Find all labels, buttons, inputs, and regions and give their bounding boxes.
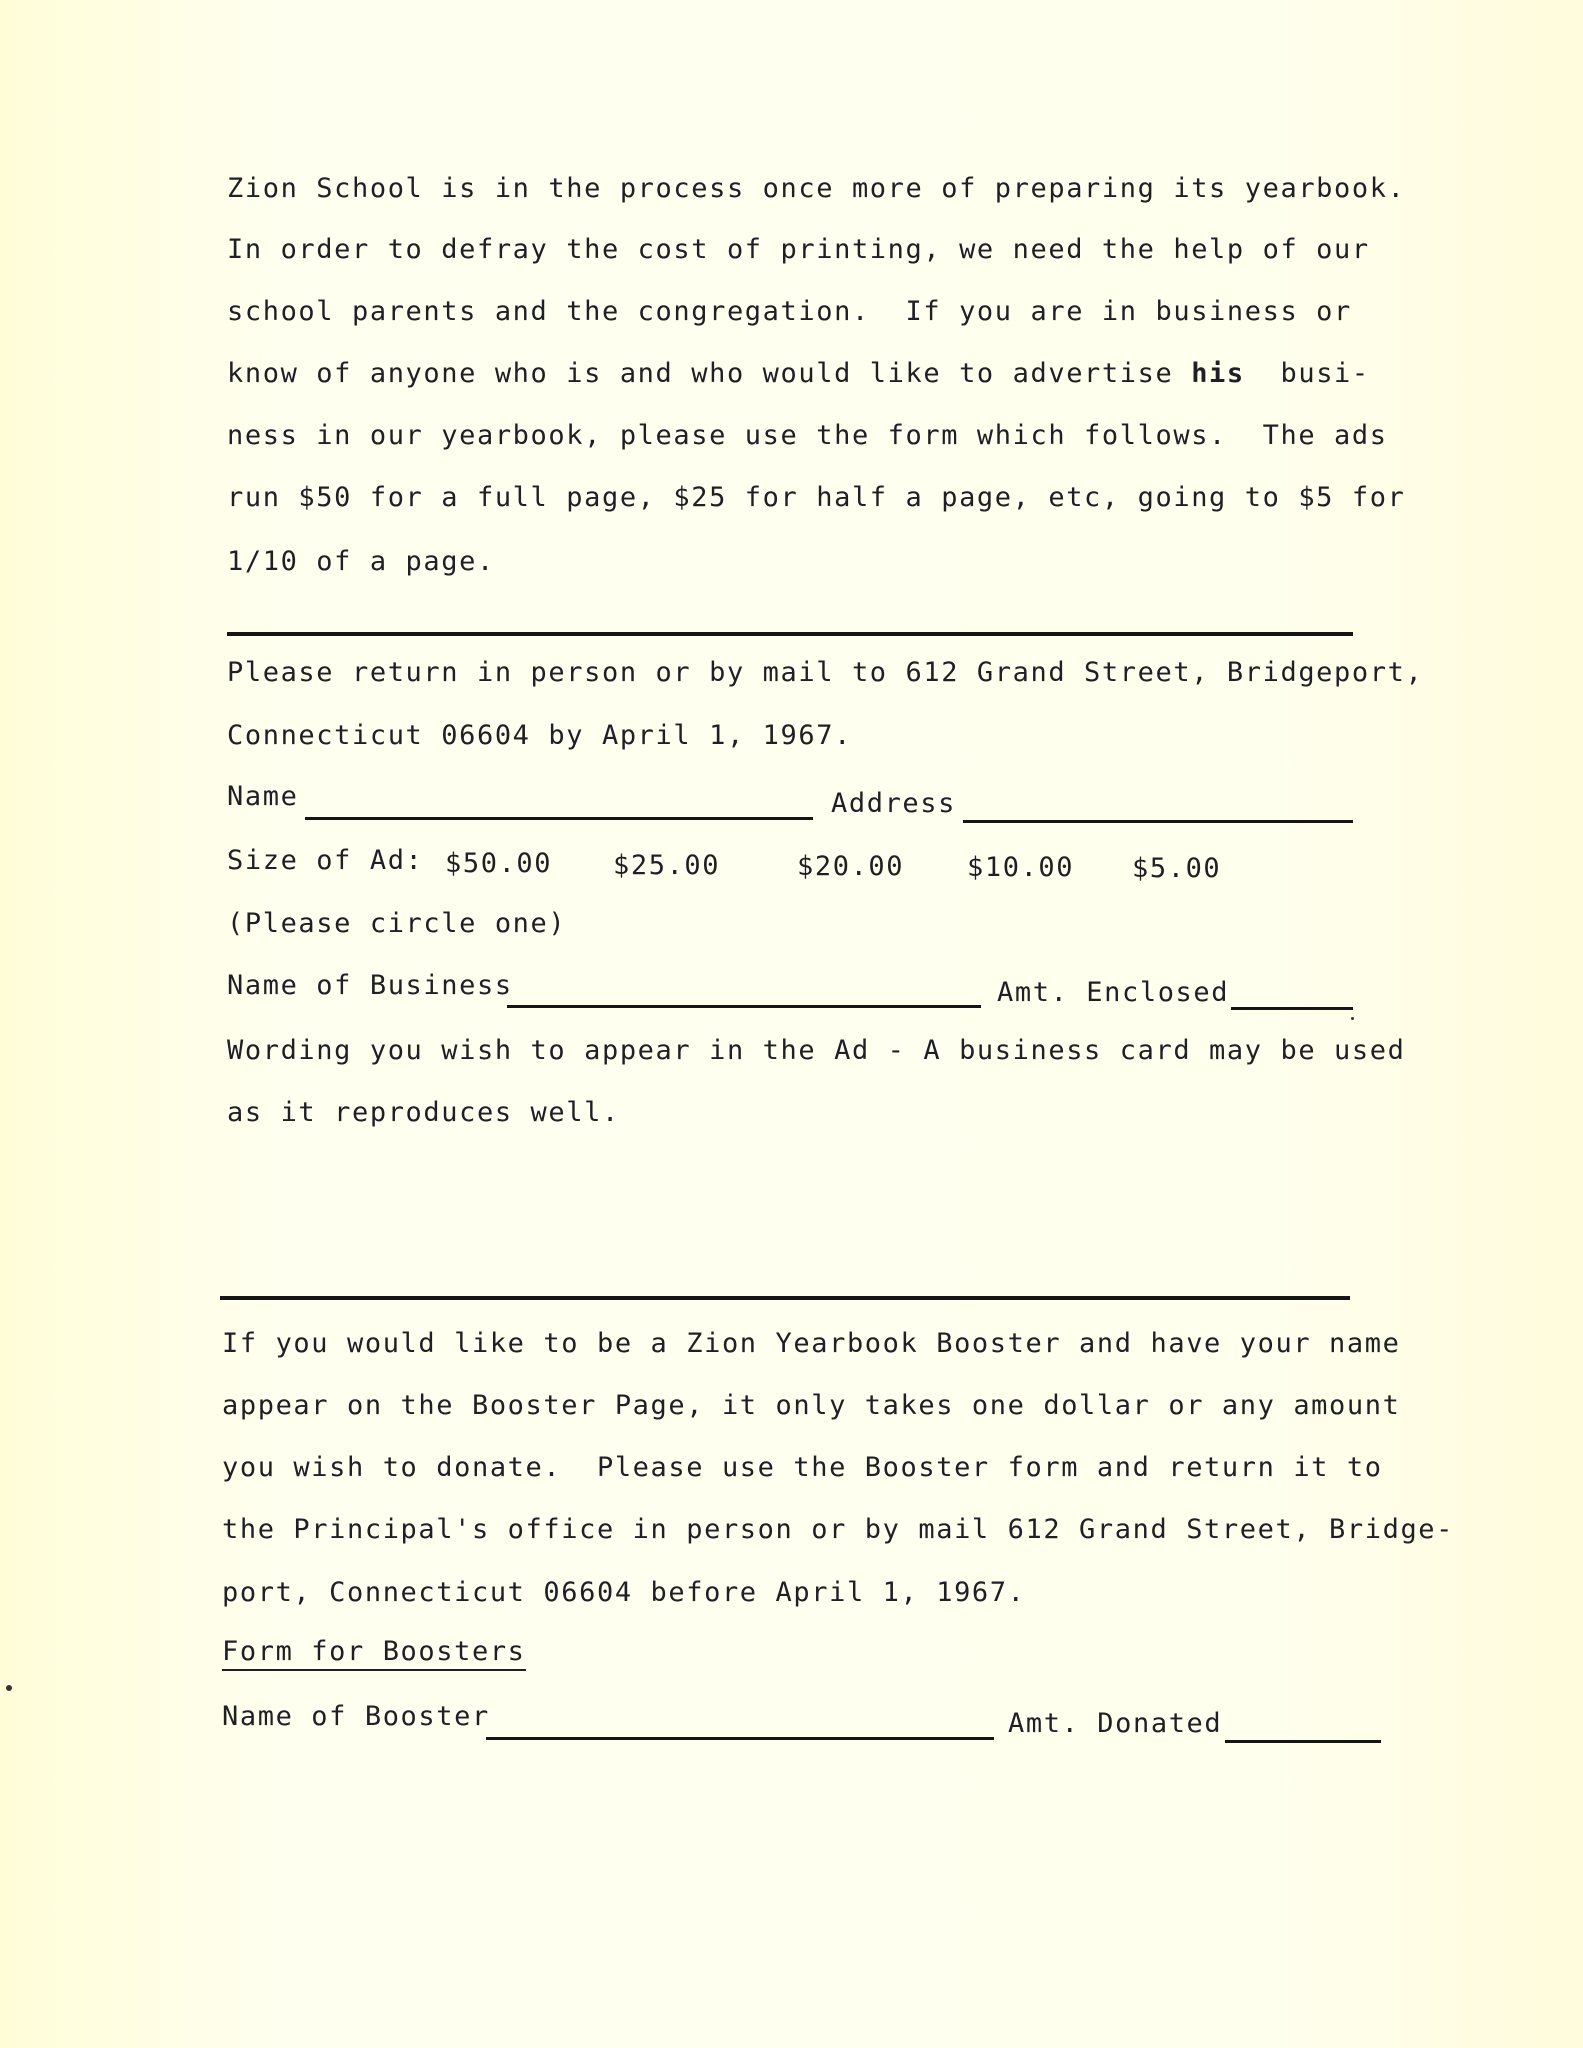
booster-amt-field[interactable] [1225, 1740, 1381, 1743]
booster-line-4: the Principal's office in person or by mail 612 Grand Street, Bridge- [222, 1514, 1455, 1545]
intro-line-3: school parents and the congregation. If you are in business or [227, 296, 1352, 327]
booster-form-title [222, 1636, 526, 1668]
intro-line-6: run $50 for a full page, $25 for half a page, etc, going to $5 for [227, 482, 1406, 513]
booster-line-2: appear on the Booster Page, it only takes one dollar or any amount [222, 1390, 1401, 1421]
amt-enclosed-label: Amt. Enclosed [997, 977, 1230, 1008]
size-label: Size of Ad: [227, 845, 424, 876]
booster-line-3: you wish to donate. Please use the Booster form and return it to [222, 1452, 1383, 1483]
intro-line-4-end: busi- [1244, 358, 1370, 389]
wording-line-2: as it reproduces well. [227, 1097, 620, 1128]
booster-line-1: If you would like to be a Zion Yearbook Booster and have your name [222, 1328, 1401, 1359]
intro-line-7: 1/10 of a page. [227, 546, 495, 577]
intro-line-1: Zion School is in the process once more of preparing its yearbook. [227, 173, 1406, 204]
scan-speck [6, 1685, 12, 1691]
size-option-10[interactable]: $10.00 [967, 852, 1075, 883]
section-divider-1 [227, 632, 1353, 636]
booster-name-field[interactable] [486, 1737, 994, 1740]
wording-line-1: Wording you wish to appear in the Ad - A business card may be used [227, 1035, 1406, 1066]
ad-return-line-1: Please return in person or by mail to 612 Grand Street, Bridgeport, [227, 657, 1424, 688]
name-label: Name [227, 781, 299, 812]
section-divider-2 [220, 1296, 1350, 1300]
booster-form-title-text: Form for Boosters [222, 1636, 526, 1671]
address-label: Address [831, 788, 956, 819]
size-option-25[interactable]: $25.00 [613, 850, 721, 881]
amt-enclosed-field[interactable] [1231, 1007, 1353, 1010]
size-option-50[interactable]: $50.00 [445, 848, 553, 879]
intro-his-bold: his [1191, 358, 1245, 389]
address-field[interactable] [963, 820, 1353, 823]
intro-line-2: In order to defray the cost of printing, we need the help of our [227, 234, 1370, 265]
intro-line-4 [227, 358, 1370, 390]
circle-note: (Please circle one) [227, 908, 567, 939]
intro-line-5: ness in our yearbook, please use the form which follows. The ads [227, 420, 1388, 451]
business-label: Name of Business [227, 970, 513, 1001]
intro-line-4-text: know of anyone who is and who would like to advertise [227, 358, 1192, 389]
booster-name-label: Name of Booster [222, 1701, 490, 1732]
business-field[interactable] [507, 1005, 981, 1008]
booster-amt-label: Amt. Donated [1008, 1708, 1223, 1739]
ad-return-line-2: Connecticut 06604 by April 1, 1967. [227, 720, 852, 751]
size-option-5[interactable]: $5.00 [1132, 853, 1222, 884]
name-field[interactable] [305, 817, 813, 820]
size-option-20[interactable]: $20.00 [797, 851, 905, 882]
scan-speck [1351, 1017, 1354, 1020]
booster-line-5: port, Connecticut 06604 before April 1, 1967. [222, 1577, 1026, 1608]
